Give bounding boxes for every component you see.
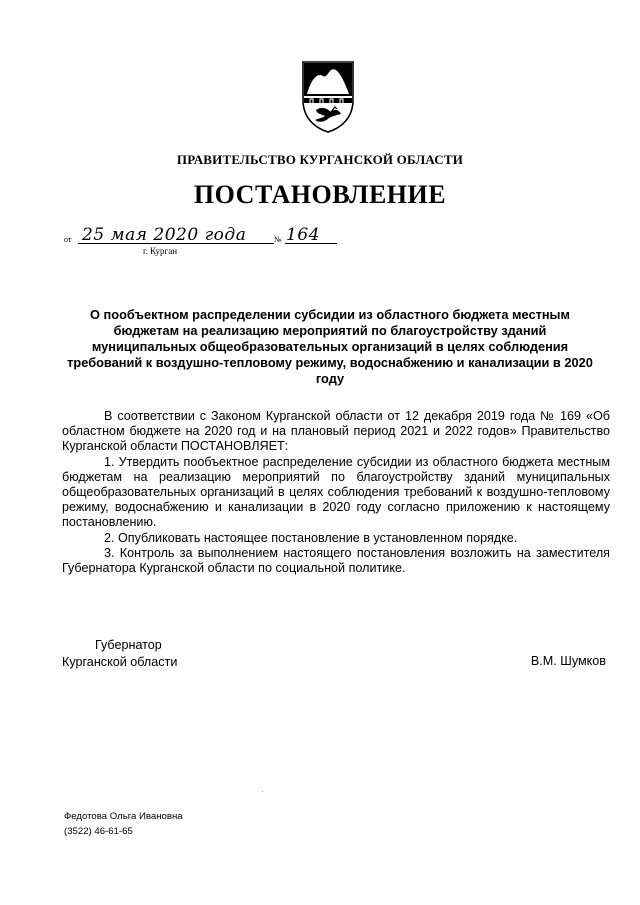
document-body xyxy=(62,409,610,576)
city-label: г. Курган xyxy=(143,246,178,256)
item-paragraph-3: 3. Контроль за выполнением настоящего постановления возложить на заместителя Губернатора Курганской области по социальной политике. xyxy=(62,545,610,576)
item-paragraph-2: 2. Опубликовать настоящее постановление в установленном порядке. xyxy=(104,530,518,545)
number-underline xyxy=(285,243,337,244)
executor-phone: (3522) 46-61-65 xyxy=(64,826,133,837)
executor-name: Федотова Ольга Ивановна xyxy=(64,811,183,822)
executor-block xyxy=(64,809,183,839)
item-paragraph-1: 1. Утвердить пообъектное распределение субсидии из областного бюджета местным бюджетам на реализацию мероприятий по благоустройству зданий муниципальных общеобразовательных организаций в целях соблюдения требований к воздушно-тепловому режиму, водоснабжению и канализации в 2020 году согласно приложению к настоящему постановлению. xyxy=(62,454,610,530)
date-number-line xyxy=(64,224,354,264)
date-underline xyxy=(78,243,274,244)
handwritten-date: 25 мая 2020 года xyxy=(82,225,247,245)
signatory-title-line2: Курганской области xyxy=(62,655,178,669)
signatory-name: В.М. Шумков xyxy=(530,654,606,668)
signatory-title-line1: Губернатор xyxy=(95,638,162,652)
document-subject: О пообъектном распределении субсидии из областного бюджета местным бюджетам на реализацию мероприятий по благоустройству зданий муниципальных общеобразовательных организаций в целях соблюдения требований к воздушно-тепловому режиму, водоснабжению и канализации в 2020 году xyxy=(67,307,593,386)
signatory-title xyxy=(62,637,177,671)
document-type-title: ПОСТАНОВЛЕНИЕ xyxy=(193,180,447,209)
kurgan-coat-of-arms-icon xyxy=(301,60,355,134)
number-prefix: № xyxy=(274,235,282,244)
handwritten-number: 164 xyxy=(286,225,320,245)
scan-speck xyxy=(262,791,263,792)
government-title: ПРАВИТЕЛЬСТВО КУРГАНСКОЙ ОБЛАСТИ xyxy=(176,152,464,167)
preamble-paragraph: В соответствии с Законом Курганской области от 12 декабря 2019 года № 169 «Об областном бюджете на 2020 год и на плановый период 2021 и 2022 годов» Правительство Курганской области ПОСТАНОВЛЯЕТ: xyxy=(62,409,610,454)
date-prefix: от xyxy=(64,235,72,244)
